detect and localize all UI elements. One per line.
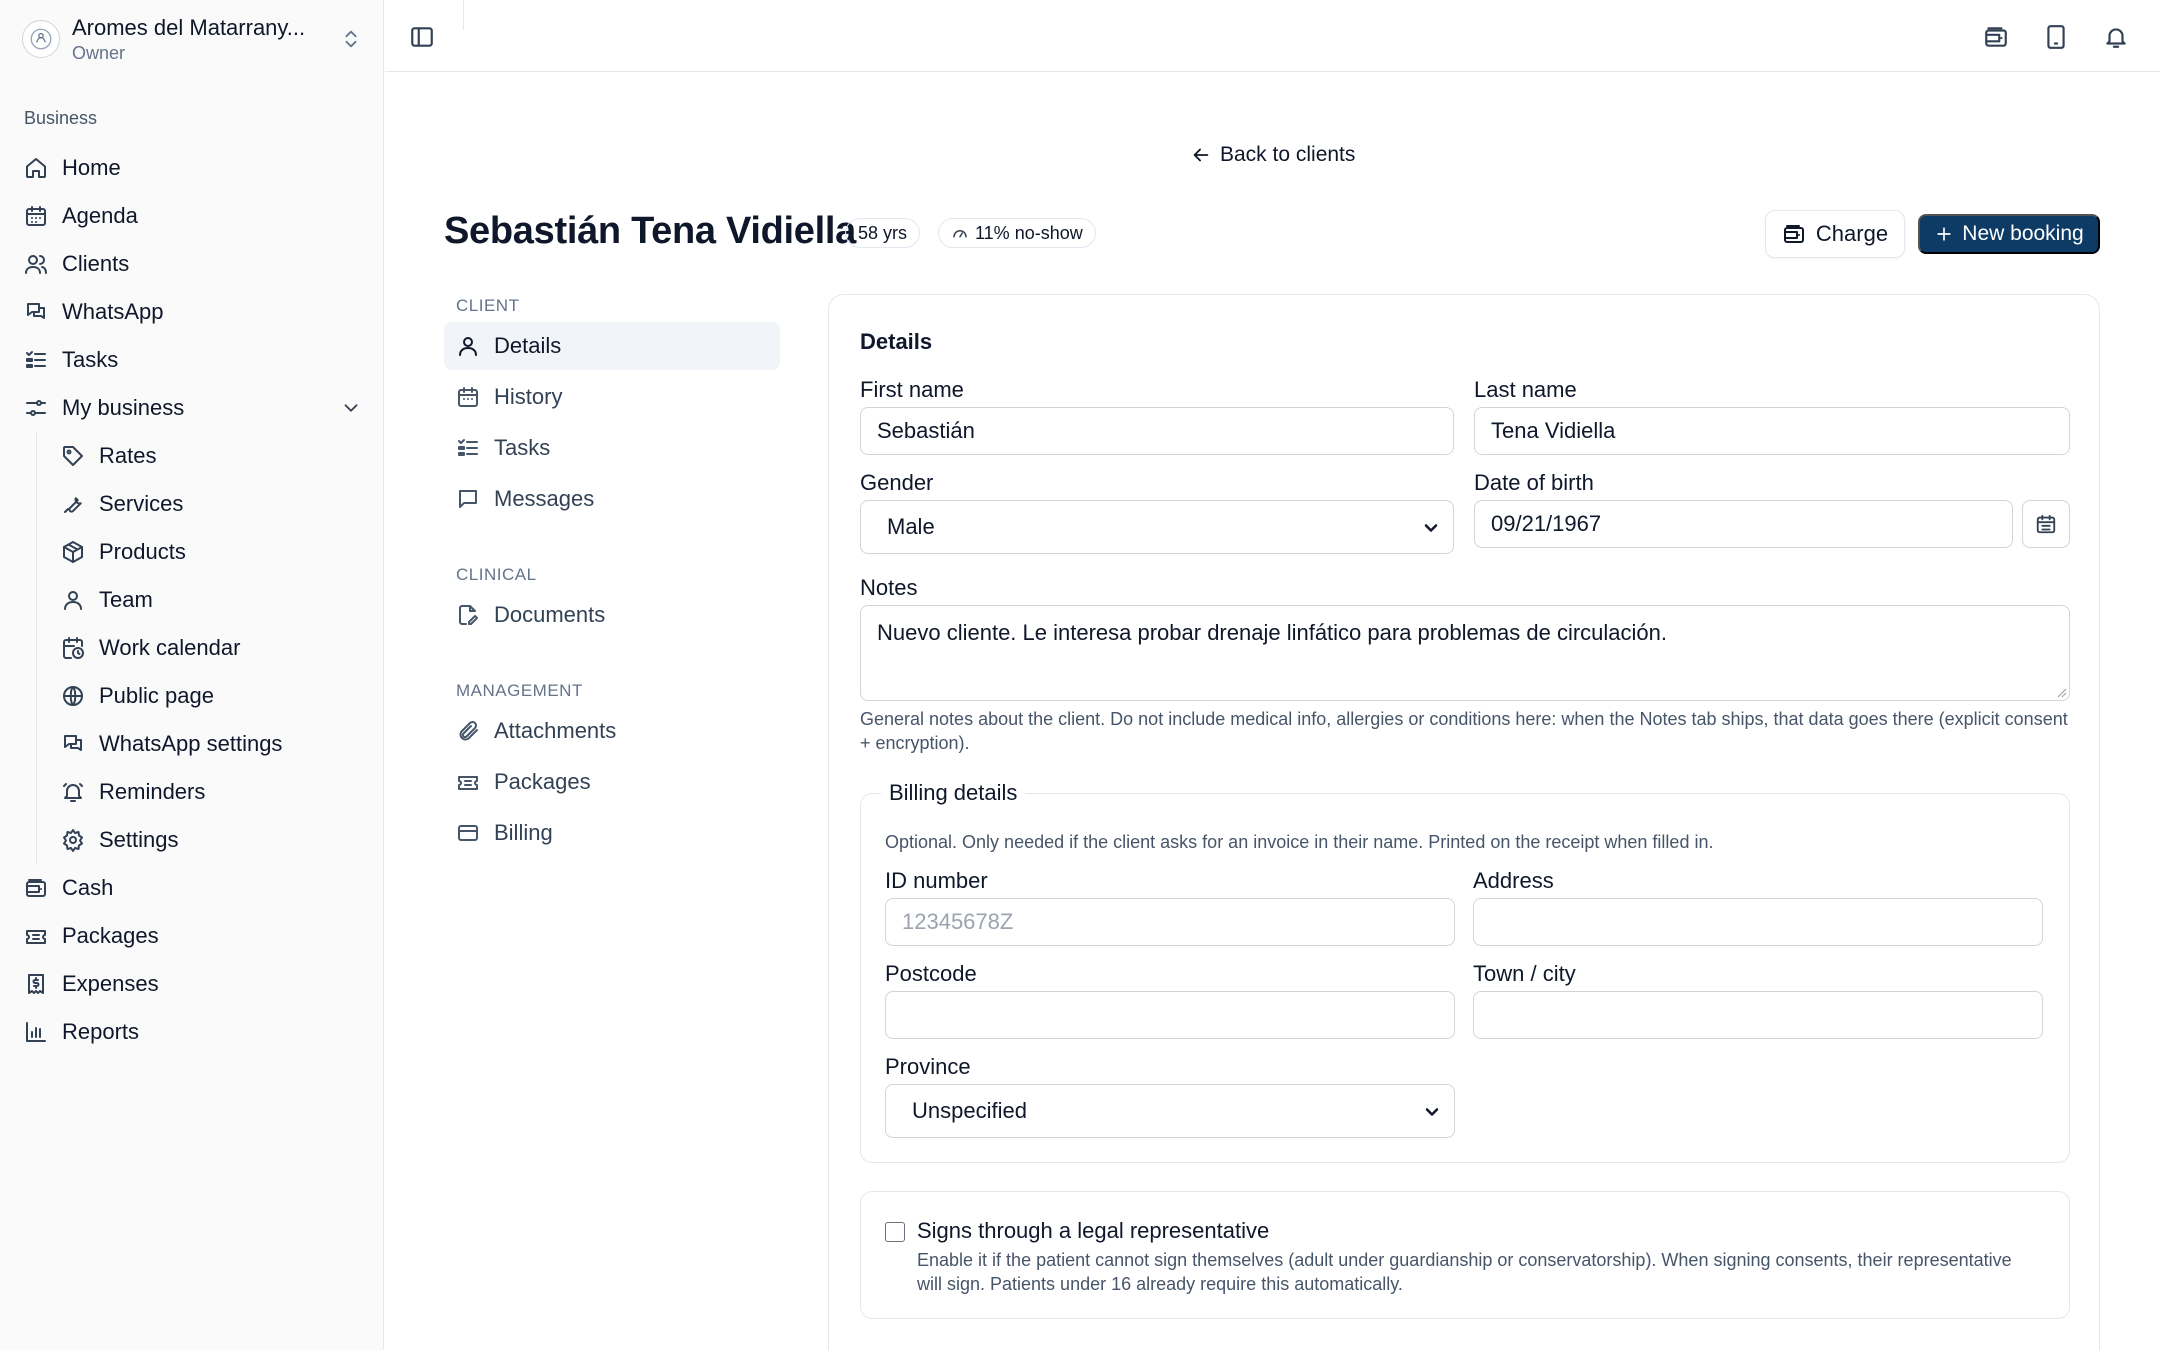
first-name-input[interactable]: Sebastián <box>860 407 1454 455</box>
billing-details-fieldset <box>860 780 2070 1163</box>
sidebar-item-work-calendar[interactable] <box>59 624 366 672</box>
chevron-down-icon <box>340 397 362 419</box>
gender-label: Gender <box>860 470 934 495</box>
sidebar-item-products[interactable] <box>59 528 366 576</box>
tab-label: Documents <box>494 602 606 627</box>
sidebar-item-label: Team <box>99 587 153 612</box>
sidebar-item-label: Work calendar <box>99 635 241 660</box>
chat-icon <box>61 732 85 756</box>
chevron-down-icon <box>1422 1102 1442 1122</box>
postcode-label: Postcode <box>885 961 977 986</box>
chevron-down-icon <box>1421 518 1441 538</box>
message-square-icon <box>456 487 480 511</box>
postcode-input[interactable] <box>885 991 1455 1039</box>
sidebar-item-label: My business <box>62 395 185 420</box>
new-booking-button[interactable] <box>1918 214 2100 254</box>
bar-chart-icon <box>24 1020 48 1044</box>
org-switcher[interactable] <box>22 14 362 64</box>
address-input[interactable] <box>1473 898 2043 946</box>
calendar-icon <box>456 385 480 409</box>
wallet-icon <box>24 876 48 900</box>
sidebar-item-whatsapp-settings[interactable] <box>59 720 366 768</box>
sidebar-item-label: Expenses <box>62 971 159 996</box>
sidebar-item-label: Home <box>62 155 121 180</box>
sidebar-toggle-icon[interactable] <box>409 24 435 50</box>
wrench-icon <box>61 492 85 516</box>
town-label: Town / city <box>1473 961 1576 986</box>
sidebar-item-home[interactable] <box>22 144 366 192</box>
file-edit-icon <box>456 603 480 627</box>
page-title: Sebastián Tena Vidiella <box>444 210 856 252</box>
new-booking-label: New booking <box>1962 222 2084 245</box>
sidebar-item-team[interactable] <box>59 576 366 624</box>
tablet-icon[interactable] <box>2043 24 2069 50</box>
tab-documents[interactable] <box>444 591 780 639</box>
calendar-clock-icon <box>61 636 85 660</box>
wallet-icon[interactable] <box>1983 24 2009 50</box>
calendar-icon <box>24 204 48 228</box>
chevrons-up-down-icon <box>340 28 362 50</box>
charge-label: Charge <box>1815 221 1889 246</box>
last-name-label: Last name <box>1474 377 1577 402</box>
users-icon <box>24 252 48 276</box>
last-name-input[interactable]: Tena Vidiella <box>1474 407 2070 455</box>
sidebar-item-label: Clients <box>62 251 130 276</box>
notes-hint: General notes about the client. Do not include medical info, allergies or conditions here: when the Notes tab ships, that data goes there (explicit consent + encryption). <box>860 709 2068 753</box>
user-icon <box>456 334 480 358</box>
legal-representative-box <box>860 1191 2070 1319</box>
list-check-icon <box>24 348 48 372</box>
sidebar-item-reports[interactable] <box>22 1008 366 1056</box>
tab-label: Billing <box>494 820 553 845</box>
sidebar-item-public-page[interactable] <box>59 672 366 720</box>
top-bar <box>385 0 2160 72</box>
card-title: Details <box>860 329 933 354</box>
dob-label: Date of birth <box>1474 470 1594 495</box>
paperclip-icon <box>456 719 480 743</box>
section-label-clinical: CLINICAL <box>456 565 537 584</box>
sidebar-nav <box>22 144 366 1056</box>
legal-representative-hint: Enable it if the patient cannot sign themselves (adult under guardianship or conservatorship). When signing consents, their representative will sign. Patients under 16 already require this automatically. <box>917 1250 2012 1294</box>
tab-history[interactable] <box>444 373 780 421</box>
sidebar-item-label: WhatsApp settings <box>99 731 283 756</box>
sidebar-item-packages[interactable] <box>22 912 366 960</box>
home-icon <box>24 156 48 180</box>
legal-representative-checkbox[interactable] <box>885 1222 905 1242</box>
sidebar-item-expenses[interactable] <box>22 960 366 1008</box>
tab-messages[interactable] <box>444 475 780 523</box>
tab-label: Details <box>494 333 562 358</box>
sidebar-item-label: Rates <box>99 443 157 468</box>
sidebar-item-label: Reports <box>62 1019 140 1044</box>
user-icon <box>61 588 85 612</box>
top-bar-separator <box>463 0 464 30</box>
id-number-input[interactable]: 12345678Z <box>885 898 1455 946</box>
tab-attachments[interactable] <box>444 707 780 755</box>
resize-handle-icon[interactable] <box>2055 686 2067 698</box>
province-select[interactable] <box>885 1084 1455 1138</box>
sidebar-item-label: Settings <box>99 827 179 852</box>
arrow-left-icon <box>1190 144 1212 166</box>
ticket-icon <box>24 924 48 948</box>
globe-icon <box>61 684 85 708</box>
address-label: Address <box>1473 868 1554 893</box>
sidebar-item-cash[interactable] <box>22 864 366 912</box>
sidebar-item-my-business[interactable] <box>22 384 366 432</box>
sidebar-item-tasks[interactable] <box>22 336 366 384</box>
gender-value: Male <box>887 514 935 539</box>
sidebar-item-label: Agenda <box>62 203 138 228</box>
tab-details[interactable] <box>444 322 780 370</box>
notes-label: Notes <box>860 575 918 600</box>
province-label: Province <box>885 1054 971 1079</box>
sidebar-item-label: Products <box>99 539 186 564</box>
town-input[interactable] <box>1473 991 2043 1039</box>
province-value: Unspecified <box>912 1098 1027 1123</box>
sidebar <box>0 0 384 1350</box>
org-logo <box>22 20 60 58</box>
section-label-client: CLIENT <box>456 296 520 315</box>
dob-input[interactable]: 09/21/1967 <box>1474 500 2013 548</box>
no-show-badge <box>938 218 1096 248</box>
list-check-icon <box>456 436 480 460</box>
gauge-icon <box>951 224 969 242</box>
notes-value: Nuevo cliente. Le interesa probar drenaje linfático para problemas de circulación. <box>877 620 1668 645</box>
billing-hint: Optional. Only needed if the client asks for an invoice in their name. Printed on the receipt when filled in. <box>885 832 1714 852</box>
sidebar-item-label: Public page <box>99 683 214 708</box>
tab-label: History <box>494 384 563 409</box>
sidebar-group-label: Business <box>24 108 98 128</box>
sidebar-item-clients[interactable] <box>22 240 366 288</box>
first-name-label: First name <box>860 377 964 402</box>
sidebar-item-label: Packages <box>62 923 159 948</box>
sidebar-item-agenda[interactable] <box>22 192 366 240</box>
credit-card-icon <box>456 821 480 845</box>
tab-tasks[interactable] <box>444 424 780 472</box>
sidebar-item-services[interactable] <box>59 480 366 528</box>
sidebar-item-label: Tasks <box>62 347 119 372</box>
back-label: Back to clients <box>1220 143 1356 166</box>
sliders-icon <box>24 396 48 420</box>
sidebar-item-label: Reminders <box>99 779 206 804</box>
no-show-badge-text: 11% no-show <box>975 222 1083 243</box>
notes-textarea[interactable] <box>860 605 2070 701</box>
tag-icon <box>61 444 85 468</box>
sidebar-item-rates[interactable] <box>59 432 366 480</box>
details-card <box>828 294 2100 1350</box>
sidebar-item-whatsapp[interactable] <box>22 288 366 336</box>
billing-legend: Billing details <box>881 780 1025 806</box>
charge-button[interactable] <box>1765 210 1905 258</box>
plus-icon <box>1934 224 1954 244</box>
bell-icon[interactable] <box>2103 24 2129 50</box>
chat-icon <box>24 300 48 324</box>
tab-label: Packages <box>494 769 591 794</box>
tab-packages[interactable] <box>444 758 780 806</box>
age-badge-text: 58 yrs <box>858 222 908 243</box>
id-number-label: ID number <box>885 868 988 893</box>
org-role: Owner <box>72 42 126 63</box>
gear-icon <box>61 828 85 852</box>
org-name: Aromes del Matarrany... <box>72 14 306 40</box>
gender-select[interactable] <box>860 500 1454 554</box>
sidebar-item-label: Services <box>99 491 184 516</box>
tab-label: Tasks <box>494 435 551 460</box>
wallet-icon <box>1782 222 1806 246</box>
sidebar-item-settings[interactable] <box>59 816 366 864</box>
tab-billing[interactable] <box>444 809 780 857</box>
date-picker-button[interactable] <box>2022 500 2070 548</box>
bell-icon <box>61 780 85 804</box>
my-business-subnav <box>36 432 366 864</box>
tab-label: Messages <box>494 486 595 511</box>
legal-representative-title[interactable]: Signs through a legal representative <box>917 1218 1270 1243</box>
sidebar-item-reminders[interactable] <box>59 768 366 816</box>
tab-label: Attachments <box>494 718 617 743</box>
sidebar-item-label: Cash <box>62 875 114 900</box>
back-to-clients-link[interactable] <box>1190 140 1355 170</box>
receipt-icon <box>24 972 48 996</box>
ticket-icon <box>456 770 480 794</box>
section-label-management: MANAGEMENT <box>456 681 583 700</box>
sidebar-item-label: WhatsApp <box>62 299 164 324</box>
age-badge <box>845 218 920 248</box>
box-icon <box>61 540 85 564</box>
client-section-nav <box>444 290 780 860</box>
calendar-icon <box>2035 513 2057 535</box>
